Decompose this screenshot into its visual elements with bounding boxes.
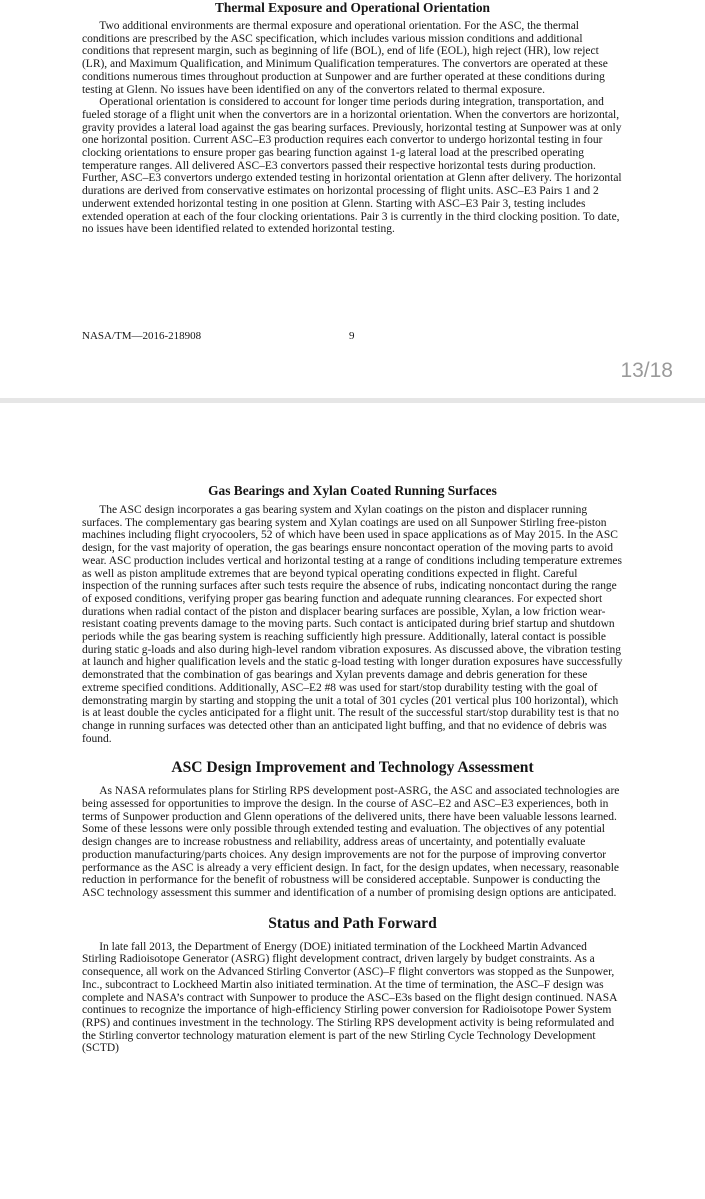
paragraph-thermal-exposure: Two additional environments are thermal exposure and operational orientation. For the ASC, the thermal conditions are prescribed by the ASC specification, which includes various mission conditions and additional conditions that represent margin, such as beginning of life (BOL), end of life (EOL), high reject (HR), low reject (LR), and Maximum Qualification, and Minimum Qualification temperatures. The convertors are operated at these conditions numerous times throughout production at Sunpower and are further operated at these conditions during testing at Glenn. No issues have been identified on any of the convertors related to thermal exposure. bbox=[82, 20, 608, 96]
page-number: 9 bbox=[349, 330, 355, 342]
section-heading-design-improvement: ASC Design Improvement and Technology Assessment bbox=[171, 759, 534, 777]
document-page-10 bbox=[0, 403, 705, 1199]
page-counter-indicator: 13/18 bbox=[620, 359, 673, 382]
paragraph-design-improvement: As NASA reformulates plans for Stirling RPS development post-ASRG, the ASC and associated technologies are being assessed for opportunities to improve the design. In the course of ASC–E2 and ASC–E3 experiences, both in terms of Sunpower production and Glenn operations of the delivered units, there have been valuable lessons learned. Some of these lessons were only possible through extended testing and evaluation. The objectives of any potential design changes are to increase robustness and reliability, address areas of uncertainty, and potentially evaluate production manufacturing/parts choices. Any design improvements are not for the purpose of improving convertor performance as the ASC is already a very efficient design. In fact, for the design updates, when necessary, reasonable reduction in performance for the benefit of robustness will be considered acceptable. Sunpower is conducting the ASC technology assessment this summer and identification of a number of promising design options are anticipated. bbox=[82, 785, 620, 899]
paragraph-gas-bearings: The ASC design incorporates a gas bearing system and Xylan coatings on the piston and displacer running surfaces. The complementary gas bearing system and Xylan coatings are used on all Sunpower Stirling free-piston machines including flight cryocoolers, 52 of which have been used in space applications as of May 2015. In the ASC design, for the vast majority of operation, the gas bearings ensure noncontact operation of the moving parts to avoid wear. ASC production includes vertical and horizontal testing at a range of conditions including temperature extremes as well as piston amplitude extremes that are beyond typical operating conditions expected in flight. Careful inspection of the running surfaces after such tests require the absence of rubs, indicating noncontact during the range of exposed conditions, verifying proper gas bearing function and adequate running clearances. For expected short durations when radial contact of the piston and displacer bearing surfaces are possible, Xylan, a low friction wear-resistant coating prevents damage to the moving parts. Such contact is anticipated during brief startup and shutdown periods while the gas bearing system is reaching sufficiently high pressure. Additionally, lateral contact is possible during static g-loads and also during high-level random vibration exposures. As discussed above, the vibration testing at launch and higher qualification levels and the static g-load testing with longer duration exposures have successfully demonstrated that the combination of gas bearings and Xylan prevents damage and debris generation for these extreme specified conditions. Additionally, ASC–E2 #8 was used for start/stop durability testing with the goal of demonstrating margin by starting and stopping the unit a total of 301 cycles (201 vertical plus 100 horizontal), which is at least double the cycles anticipated for a flight unit. The result of the successful start/stop durability test is that no change in running surfaces was detected other than an anticipated light buffing, and that no evidence of debris was found. bbox=[82, 504, 623, 745]
section-heading-status: Status and Path Forward bbox=[268, 914, 437, 932]
paragraph-status: In late fall 2013, the Department of Energy (DOE) initiated termination of the Lockheed Martin Advanced Stirling Radioisotope Generator (ASRG) flight development contract, driven largely by budget constraints. As a consequence, all work on the Advanced Stirling Convertor (ASC)–F flight convertors was stopped as the Sunpower, Inc., subcontract to Lockheed Martin also initiated termination. At the time of termination, the ASC–F design was complete and NASA’s contract with Sunpower to produce the ASC–E3s based on the flight design continued. NASA continues to recognize the importance of high-efficiency Stirling power conversion for Radioisotope Power System (RPS) and continues investment in the technology. The Stirling RPS development activity is being reformulated and the Stirling convertor technology maturation element is part of the new Stirling Cycle Technology Development (SCTD) bbox=[82, 940, 617, 1055]
paragraph-operational-orientation: Operational orientation is considered to account for longer time periods during integration, transportation, and fueled storage of a flight unit when the convertors are in a horizontal orientation. When the convertors are horizontal, gravity provides a lateral load against the gas bearing surfaces. Previously, horizontal testing at Sunpower was at only one horizontal position. Current ASC–E3 production requires each convertor to undergo horizontal testing in four clocking orientations to ensure proper gas bearing function against 1-g lateral load at the prescribed operating temperature ranges. All delivered ASC–E3 convertors passed their respective horizontal tests during production. Further, ASC–E3 convertors undergo extended testing in horizontal orientation at Glenn after delivery. The horizontal durations are derived from conservative estimates on horizontal processing of flight units. ASC–E3 Pairs 1 and 2 underwent extended horizontal testing in one position at Glenn. Starting with ASC–E3 Pair 3, testing includes extended operation at each of the four clocking orientations. Pair 3 is currently in the third clocking position. To date, no issues have been identified related to extended horizontal testing. bbox=[82, 96, 622, 236]
document-page-9 bbox=[0, 0, 705, 398]
report-number: NASA/TM—2016-218908 bbox=[82, 330, 202, 342]
section-heading-gas-bearings: Gas Bearings and Xylan Coated Running Surfaces bbox=[208, 483, 497, 498]
page-9-body bbox=[82, 0, 623, 236]
section-heading-thermal-exposure: Thermal Exposure and Operational Orientation bbox=[214, 0, 491, 15]
page-10-body bbox=[82, 483, 623, 1055]
